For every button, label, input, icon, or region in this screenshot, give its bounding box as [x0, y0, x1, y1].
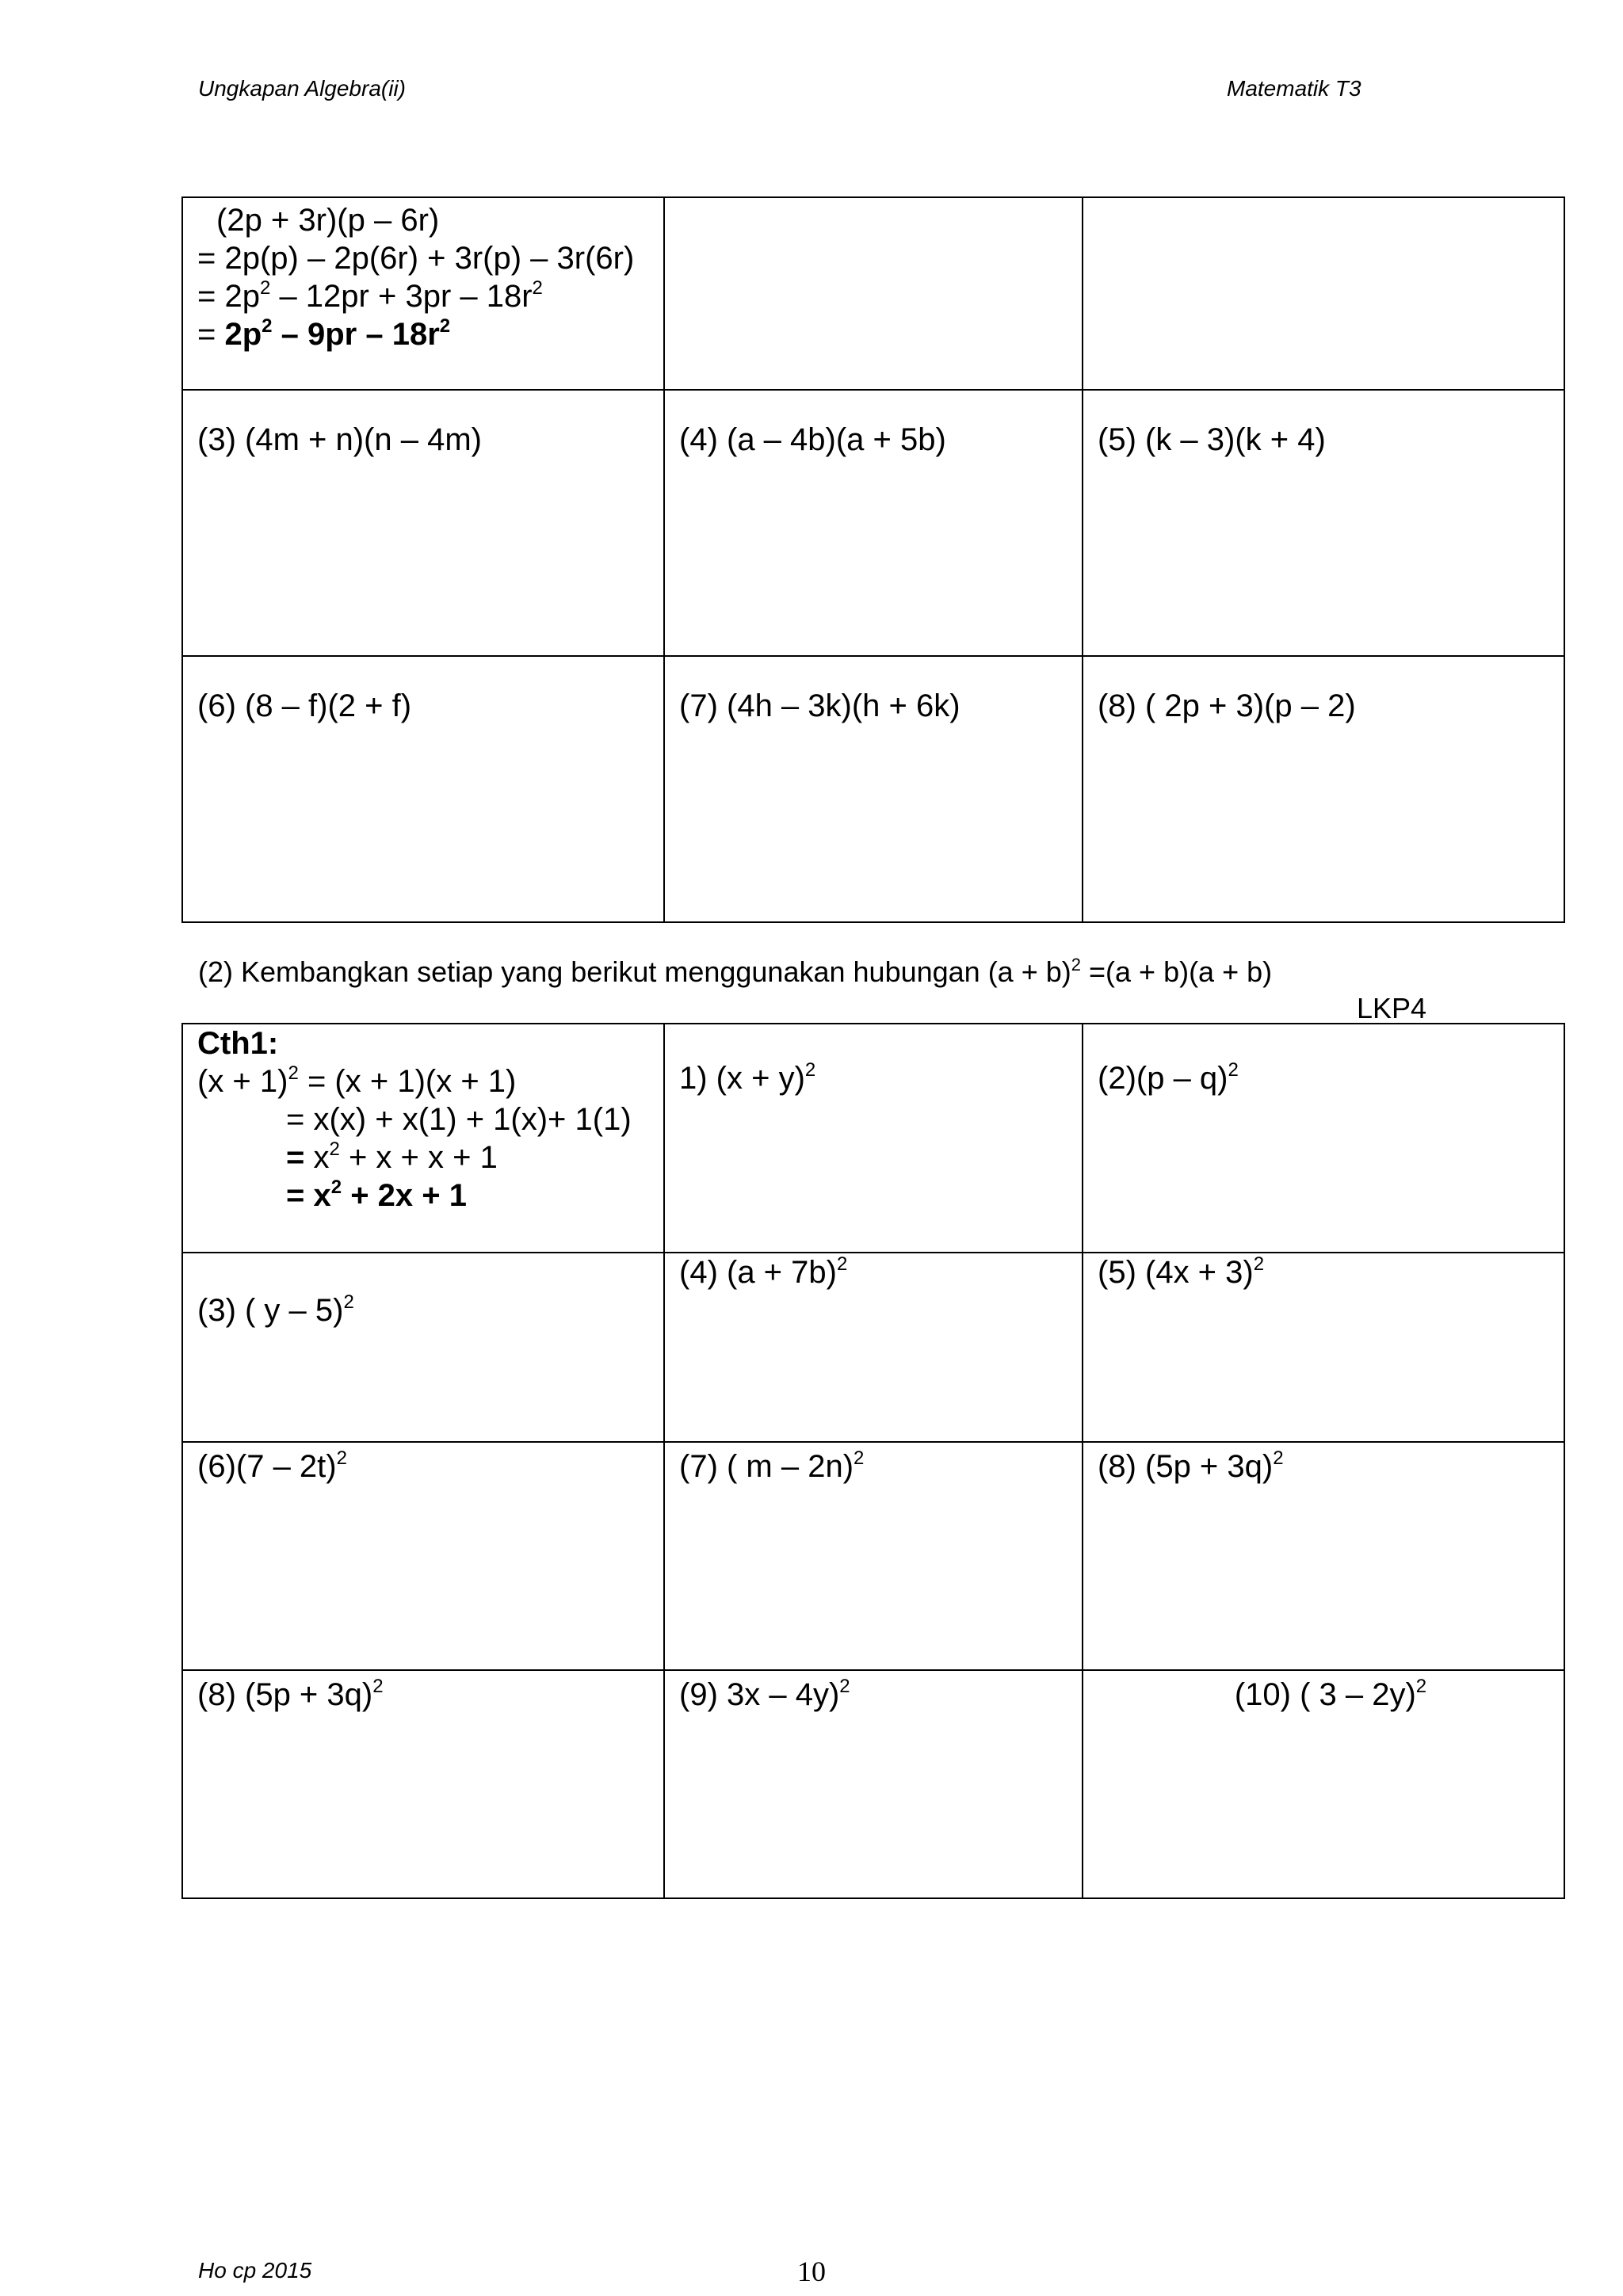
footer-author: Ho cp 2015 [198, 2258, 312, 2283]
question-cell[interactable] [664, 390, 1083, 656]
question-text: (7) ( m – 2n)$^2$ [679, 1447, 865, 1484]
question-cell[interactable] [664, 1253, 1083, 1442]
question-cell[interactable] [664, 656, 1083, 922]
table-row [182, 390, 1564, 656]
question-text: 1) $(x + y)^2$ [679, 1059, 816, 1096]
worked-example-cell [182, 197, 664, 390]
example-title: Cth1: [197, 1026, 279, 1061]
question-text: (6) (8 – f)(2 + f) [197, 688, 412, 723]
question-cell[interactable] [664, 1670, 1083, 1898]
table-row [182, 1670, 1564, 1898]
question-cell[interactable] [182, 656, 664, 922]
example-answer: = $2p^2 - 9pr - 18r^2$ [197, 315, 451, 352]
example-line: = x(x) + x(1) + 1(x)+ 1(1) [286, 1102, 632, 1137]
table-row [182, 1442, 1564, 1670]
question-cell[interactable] [182, 1253, 664, 1442]
question-text: (8) ( 2p + 3)(p – 2) [1098, 688, 1356, 723]
question-text: (5) $(4x + 3)^2$ [1098, 1253, 1265, 1290]
question-text: (3) ( y – 5)$^2$ [197, 1291, 354, 1328]
table-row [182, 1253, 1564, 1442]
example-line: $(x + 1)^2 = (x + 1)(x + 1)$ [197, 1062, 517, 1099]
question-cell[interactable] [182, 1442, 664, 1670]
example-line: = 2p(p) – 2p(6r) + 3r(p) – 3r(6r) [197, 241, 635, 276]
question-text: (8) $(5p + 3q)^2$ [1098, 1447, 1284, 1484]
table-row [182, 656, 1564, 922]
page-number: 10 [797, 2256, 826, 2287]
example-line: (2p + 3r)(p – 6r) [216, 203, 440, 238]
example-line: = $x^2 + x + x + 1$ [286, 1138, 498, 1175]
question-cell[interactable] [664, 1024, 1083, 1253]
answer-cell-empty[interactable] [1083, 197, 1564, 390]
question-cell[interactable] [1083, 390, 1564, 656]
question-cell[interactable] [182, 1670, 664, 1898]
question-text: (2)(p – q)$^2$ [1098, 1059, 1239, 1096]
question-text: (3) (4m + n)(n – 4m) [197, 422, 482, 457]
section-2-instruction: (2) Kembangkan setiap yang berikut menggunakan hubungan $(a + b)^2 =(a + b)(a + b)$ [198, 955, 1273, 988]
question-text: (4) $(a + 7b)^2$ [679, 1253, 848, 1290]
question-cell[interactable] [182, 390, 664, 656]
table-row [182, 197, 1564, 390]
question-cell[interactable] [1083, 1024, 1564, 1253]
worksheet-tag: LKP4 [1357, 992, 1427, 1024]
expansion-table-1 [181, 196, 1565, 923]
question-cell[interactable] [1083, 1442, 1564, 1670]
question-cell[interactable] [1083, 1253, 1564, 1442]
example-answer: = $x^2 + 2x + 1$ [286, 1177, 467, 1213]
table-row [182, 1024, 1564, 1253]
question-text: (10) ( 3 – 2y)$^2$ [1234, 1676, 1427, 1712]
question-text: (8) $(5p + 3q)^2$ [197, 1676, 384, 1712]
header-left: Ungkapan Algebra(ii) [198, 76, 406, 101]
question-text: (5) (k – 3)(k + 4) [1098, 422, 1326, 457]
question-text: (7) (4h – 3k)(h + 6k) [679, 688, 960, 723]
worked-example-cell [182, 1024, 664, 1253]
question-text: (4) (a – 4b)(a + 5b) [679, 422, 946, 457]
question-cell[interactable] [664, 1442, 1083, 1670]
question-text: (9) 3x – 4y)$^2$ [679, 1676, 850, 1712]
expansion-table-2 [181, 1023, 1565, 1899]
answer-cell-empty[interactable] [664, 197, 1083, 390]
header-right: Matematik T3 [1227, 76, 1361, 101]
question-cell[interactable] [1083, 1670, 1564, 1898]
question-cell[interactable] [1083, 656, 1564, 922]
question-text: (6)(7 – 2t)$^2$ [197, 1447, 347, 1484]
example-line: = $2p^2 - 12pr + 3pr - 18r^2$ [197, 277, 543, 314]
